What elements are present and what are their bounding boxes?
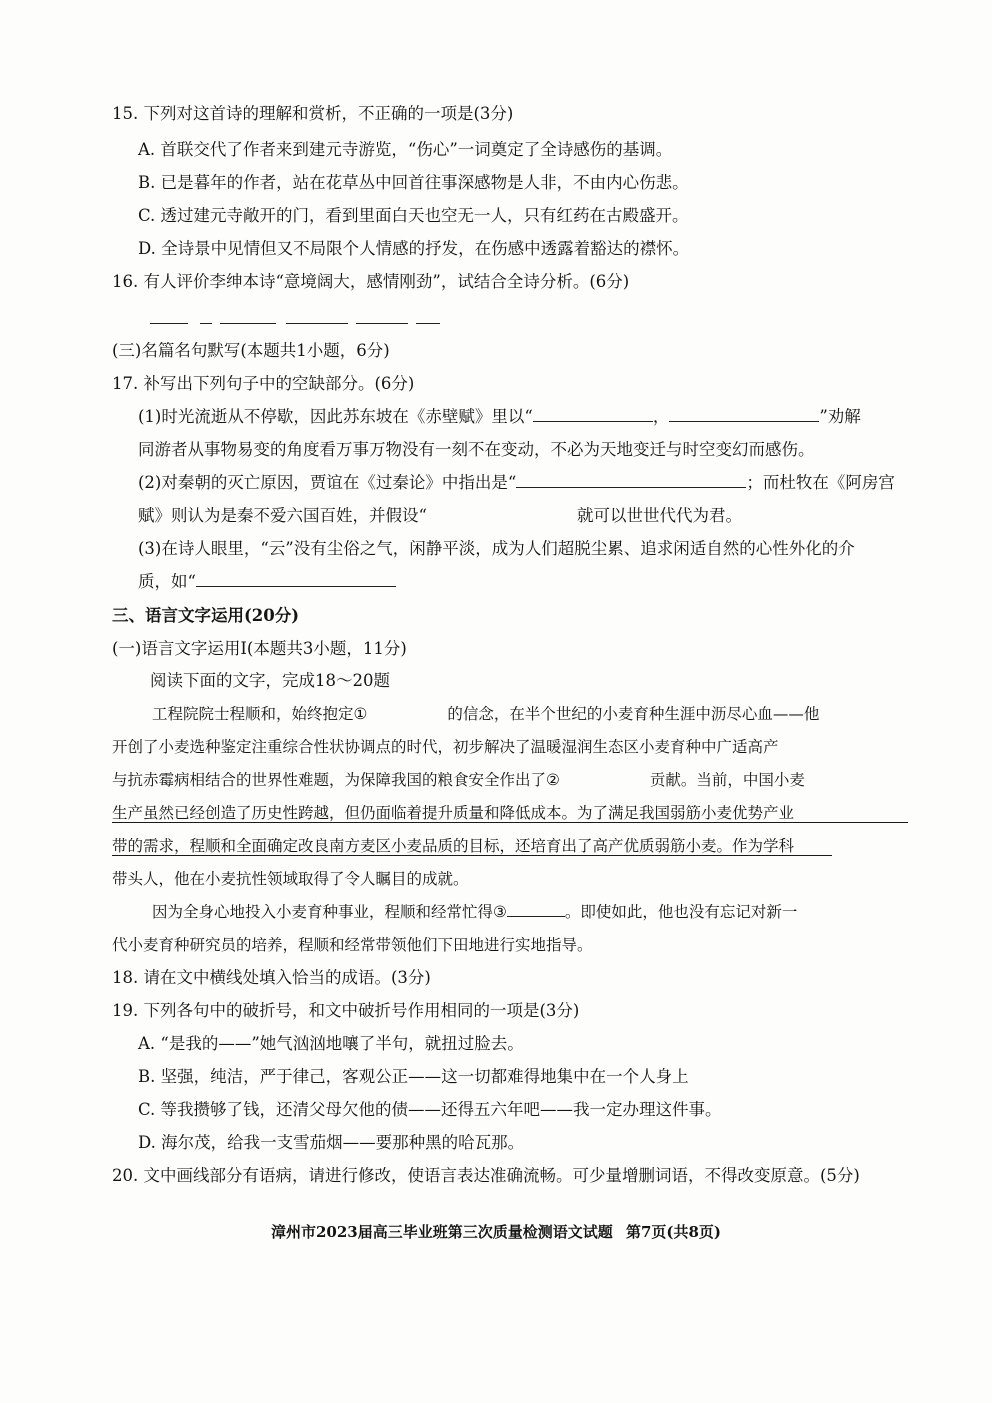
q15-option-c: C. 透过建元寺敞开的门，看到里面白天也空无一人，只有红药在古殿盛开。 [138,206,689,225]
q17-blank-5 [196,572,396,587]
q19-stem: 19. 下列各句中的破折号，和文中破折号作用相同的一项是(3分) [112,1001,580,1020]
q17-part2-text-a: (2)对秦朝的灭亡原因，贾谊在《过秦论》中指出是“ [138,473,517,492]
q15-option-d: D. 全诗景中见情但又不局限个人情感的抒发，在伤感中透露着豁达的襟怀。 [138,239,690,258]
q17-part1-line1 [138,405,861,429]
part-3-heading: 三、语言文字运用(20分) [112,606,300,625]
q17-part1-text-a: (1)时光流逝从不停歇，因此苏东坡在《赤壁赋》里以“ [138,407,533,426]
q17-stem: 17. 补写出下列句子中的空缺部分。(6分) [112,374,415,393]
q17-part3-text-b: 质，如“ [138,572,196,591]
passage-line-4-underlined: 生产虽然已经创造了历史性跨越，但仍面临着提升质量和降低成本。为了满足我国弱筋小麦优势产业 [112,804,795,822]
passage-line-1 [152,702,819,726]
q17-part1-comma: ， [652,407,670,426]
passage-line-1a: 工程院院士程顺和，始终抱定① [152,705,368,723]
q19-option-a: A. “是我的——”她气汹汹地嚷了半句，就扭过脸去。 [138,1034,524,1053]
q17-blank-1 [533,407,653,422]
footer-page-number: 第7页(共8页) [625,1223,722,1241]
q15-stem: 15. 下列对这首诗的理解和赏析，不正确的一项是(3分) [112,104,514,123]
reading-instruction: 阅读下面的文字，完成18～20题 [150,671,390,690]
q18-stem: 18. 请在文中横线处填入恰当的成语。(3分) [112,968,431,987]
passage-blank-3 [507,902,565,917]
q16-stem: 16. 有人评价李绅本诗“意境阔大，感情刚劲”，试结合全诗分析。(6分) [112,272,630,291]
q17-part3-line2 [138,570,396,594]
q17-part2-text-c: 赋》则认为是秦不爱六国百姓，并假设“ [138,506,427,525]
q17-part2-text-b: ；而杜牧在《阿房宫 [746,473,895,492]
q19-option-b: B. 坚强，纯洁，严于律己，客观公正——这一切都难得地集中在一个人身上 [138,1067,689,1086]
q17-part3-line1: (3)在诗人眼里，“云”没有尘俗之气，闲静平淡，成为人们超脱尘累、追求闲适自然的心性外化的介 [138,539,855,558]
q19-option-c: C. 等我攒够了钱，还清父母欠他的债——还得五六年吧——我一定办理这件事。 [138,1100,722,1119]
passage-underline-1 [112,822,908,823]
q17-blank-4 [427,506,577,521]
passage-line-3b: 贡献。当前，中国小麦 [649,771,805,789]
passage-line-8: 代小麦育种研究员的培养，程顺和经常带领他们下田地进行实地指导。 [112,936,593,954]
passage-line-5-underlined: 带的需求，程顺和全面确定改良南方麦区小麦品质的目标，还培育出了高产优质弱筋小麦。作为学科 [112,837,795,855]
q15-option-b: B. 已是暮年的作者，站在花草丛中回首往事深感物是人非，不由内心伤悲。 [138,173,689,192]
q19-option-d: D. 海尔茂，给我一支雪茄烟——要那种黑的哈瓦那。 [138,1133,525,1152]
passage-line-7a: 因为全身心地投入小麦育种事业，程顺和经常忙得③ [152,903,507,921]
passage-line-3 [112,768,805,792]
q17-part2-line2 [138,504,742,528]
subsection-1-heading: (一)语言文字运用Ⅰ(本题共3小题，11分) [112,639,407,658]
q17-blank-3 [516,473,746,488]
q17-part1-line2: 同游者从事物易变的角度看万事万物没有一刻不在变动，不必为天地变迁与时空变幻而感伤。 [138,440,815,459]
q17-blank-2 [669,407,819,422]
passage-line-2: 开创了小麦选种鉴定注重综合性状协调点的时代，初步解决了温暖湿润生态区小麦育种中广适高产 [112,738,779,756]
page-footer [0,1221,992,1242]
q17-part2-line1 [138,471,895,495]
passage-line-6: 带头人，他在小麦抗性领域取得了令人瞩目的成就。 [112,870,469,888]
q17-part2-text-d: 就可以世世代代为君。 [576,506,742,525]
q15-option-a: A. 首联交代了作者来到建元寺游览，“伤心”一词奠定了全诗感伤的基调。 [138,140,673,159]
passage-line-7b: 。即使如此，他也没有忘记对新一 [564,903,798,921]
passage-underline-2 [112,855,832,856]
passage-line-1b: 的信念，在半个世纪的小麦育种生涯中沥尽心血——他 [447,705,820,723]
q17-part1-text-b: ”劝解 [819,407,861,426]
passage-line-7 [152,900,797,924]
footer-title: 漳州市2023届高三毕业班第三次质量检测语文试题 [270,1223,613,1241]
q20-stem: 20. 文中画线部分有语病，请进行修改，使语言表达准确流畅。可少量增删词语，不得改变原意。(5分) [112,1166,860,1185]
section-3-heading: (三)名篇名句默写(本题共1小题，6分) [112,341,390,360]
passage-line-3a: 与抗赤霉病相结合的世界性难题，为保障我国的粮食安全作出了② [112,771,560,789]
